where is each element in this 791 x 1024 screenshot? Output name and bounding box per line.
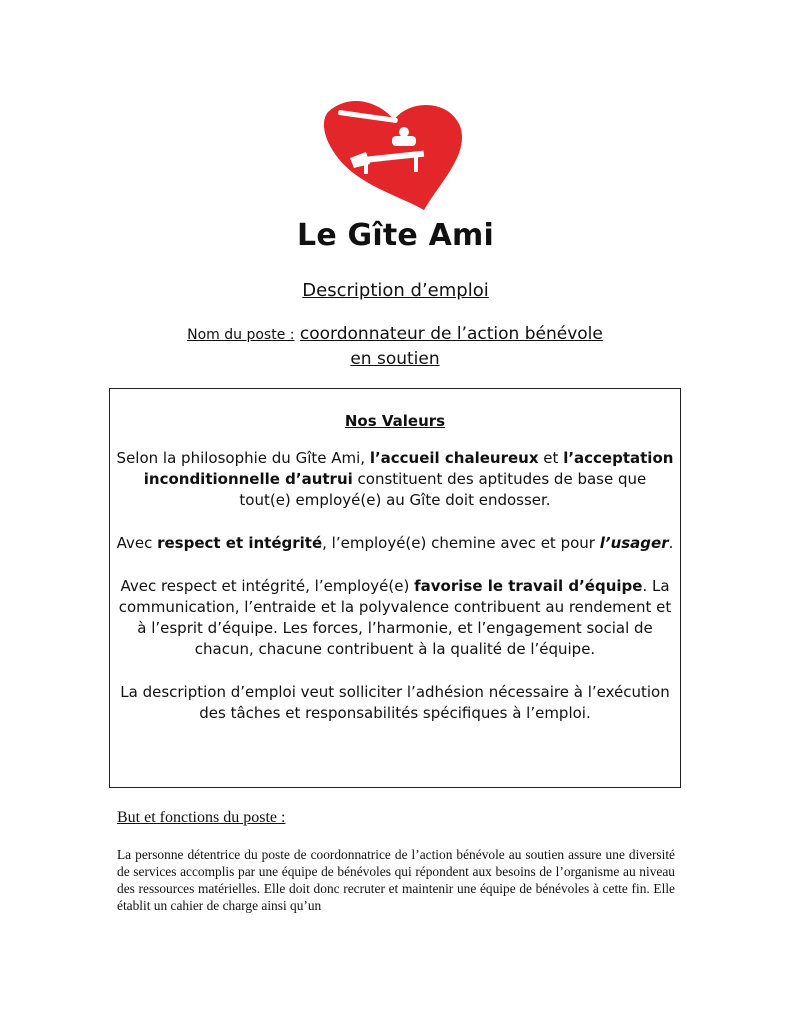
body-paragraph: La personne détentrice du poste de coordonnatrice de l’action bénévole au soutien assure une diversité de services accomplis par une équipe de bénévoles qui répondent aux besoins de l’organisme au niveau des ressources matérielles. Elle doit donc recruter et maintenir une équipe de bénévoles à cette fin. Elle établit un cahier de charge ainsi qu’un [117,847,675,913]
page-title: Le Gîte Ami [297,218,494,253]
job-title-label: Nom du poste : [187,327,295,343]
values-paragraph-4: La description d’emploi veut solliciter l’adhésion nécessaire à l’exécution des tâches et responsabilités spécifiques à l’emploi. [120,683,670,722]
job-title-block [150,322,640,371]
heart-bed-logo [320,98,466,210]
job-title-value-1: coordonnateur de l’action bénévole [299,324,603,344]
job-title-value-2: en soutien [350,349,440,369]
values-box [109,388,681,788]
values-paragraph-1: Selon la philosophie du Gîte Ami, l’accueil chaleureux et l’acceptation inconditionnelle d’autrui constituent des aptitudes de base que tout(e) employé(e) au Gîte doit endosser. [116,449,674,509]
values-heading: Nos Valeurs [344,412,446,430]
section-heading: But et fonctions du poste : [117,809,286,826]
document-subtitle [0,280,791,301]
values-paragraph-3: Avec respect et intégrité, l’employé(e) favorise le travail d’équipe. La communication, l’entraide et la polyvalence contribuent au rendement et à l’esprit d’équipe. Les forces, l’harmonie, et l’engagement social de chacun, chacune contribuent à la qualité de l’équipe. [118,577,672,658]
subtitle-text: Description d’emploi [302,280,489,301]
values-paragraph-2: Avec respect et intégrité, l’employé(e) chemine avec et pour l’usager. [116,534,674,552]
